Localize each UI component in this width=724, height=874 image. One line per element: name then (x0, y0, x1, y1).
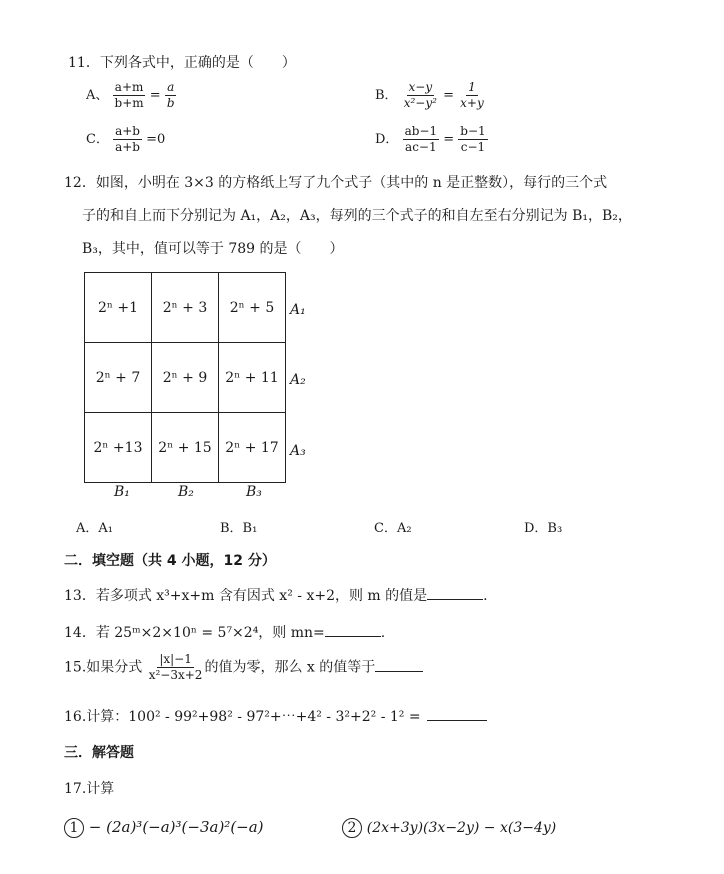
q11-d-label: D． (375, 132, 399, 147)
answer-blank (427, 587, 483, 600)
q12-line2: 子的和自上而下分别记为 A₁，A₂，A₃，每列的三个式子的和自左至右分别记为 B₁，B₂， (82, 208, 632, 224)
q11-option-d: D． $\frac{ab-1}{ac-1}$ = $\frac{b-1}{c-1}$ (375, 124, 486, 154)
grid-cell: 2ⁿ + 17 (219, 413, 286, 483)
circled-number: 1 (64, 818, 84, 838)
grid-cell: 2ⁿ + 5 (219, 273, 286, 343)
section-solutions: 三．解答题 (64, 745, 134, 761)
q12-grid (84, 272, 286, 483)
q17-title: 17.计算 (64, 781, 115, 797)
q12-option-a: A．A₁ (76, 521, 113, 536)
q11-stem: 11．下列各式中，正确的是（ ） (68, 55, 296, 71)
q12-option-c: C．A₂ (374, 521, 412, 536)
q11-a-label: A、 (86, 88, 109, 103)
grid-cell: 2ⁿ + 15 (152, 413, 219, 483)
q11-a-frac1: $\frac{a+m}{b+m}$ (114, 80, 144, 110)
grid-cell: 2ⁿ + 7 (85, 343, 152, 413)
answer-blank (325, 624, 381, 637)
circled-number: 2 (342, 818, 362, 838)
section-fill-in: 二．填空题（共 4 小题，12 分） (64, 553, 276, 569)
q11-d-frac1: $\frac{ab-1}{ac-1}$ (404, 124, 438, 154)
grid-cell: 2ⁿ + 9 (152, 343, 219, 413)
q16: 16.计算：100² - 99²+98² - 97²+⋯+4² - 3²+2² - 1² = (64, 706, 487, 726)
row-label-a3: A₃ (290, 443, 306, 459)
col-label-b2: B₂ (178, 484, 194, 500)
q15: 15.如果分式 $\frac{|x|-1}{\text{x²−3x+2}}$ 的值为零，那么 x 的值等于 (64, 652, 423, 683)
q11-a-frac2: $\frac{a}{b}$ (166, 80, 175, 110)
q17-part2: 2 (2x+3y)(3x−2y) − x(3−4y) (342, 818, 556, 838)
q13: 13．若多项式 x³+x+m 含有因式 x² - x+2，则 m 的值是 . (64, 588, 488, 604)
row-label-a2: A₂ (290, 372, 306, 388)
q11-option-b: B． $\frac{x-y}{\text{x²−y²}}$ = $\frac{1}{x+y}$ (375, 80, 484, 110)
row-label-a1: A₁ (290, 302, 306, 318)
grid-cell: 2ⁿ +13 (85, 413, 152, 483)
answer-blank (375, 659, 423, 672)
q11-option-a: A、 $\frac{a+m}{b+m}$ = $\frac{a}{b}$ (86, 80, 175, 110)
col-label-b3: B₃ (246, 484, 262, 500)
grid-cell: 2ⁿ + 3 (152, 273, 219, 343)
grid-cell: 2ⁿ + 11 (219, 343, 286, 413)
q11-b-frac2: $\frac{1}{x+y}$ (460, 80, 484, 110)
q11-d-frac2: $\frac{b-1}{c-1}$ (460, 124, 486, 154)
grid-cell: 2ⁿ +1 (85, 273, 152, 343)
q11-c-frac: $\frac{a+b}{a+b}$ (115, 124, 140, 154)
q12-line3: B₃，其中，值可以等于 789 的是（ ） (82, 241, 344, 257)
q14: 14．若 25ᵐ×2×10ⁿ = 5⁷×2⁴，则 mn= . (64, 625, 386, 641)
q12-line1: 12．如图，小明在 3×3 的方格纸上写了九个式子（其中的 n 是正整数），每行的三个式 (64, 175, 608, 191)
col-label-b1: B₁ (114, 484, 130, 500)
q12-option-b: B．B₁ (220, 521, 258, 536)
q17-part1: 1 − (2a)³(−a)³(−3a)²(−a) (64, 818, 264, 838)
q15-fraction: $\frac{|x|-1}{\text{x²−3x+2}}$ (148, 652, 203, 682)
q11-b-label: B． (375, 88, 398, 103)
q12-option-d: D．B₃ (524, 521, 563, 536)
q11-option-c: C． $\frac{a+b}{a+b}$ =0 (86, 124, 166, 154)
answer-blank (427, 708, 487, 721)
q11-b-frac1: $\frac{x-y}{\text{x²−y²}}$ (403, 80, 437, 110)
q11-c-label: C． (86, 132, 109, 147)
